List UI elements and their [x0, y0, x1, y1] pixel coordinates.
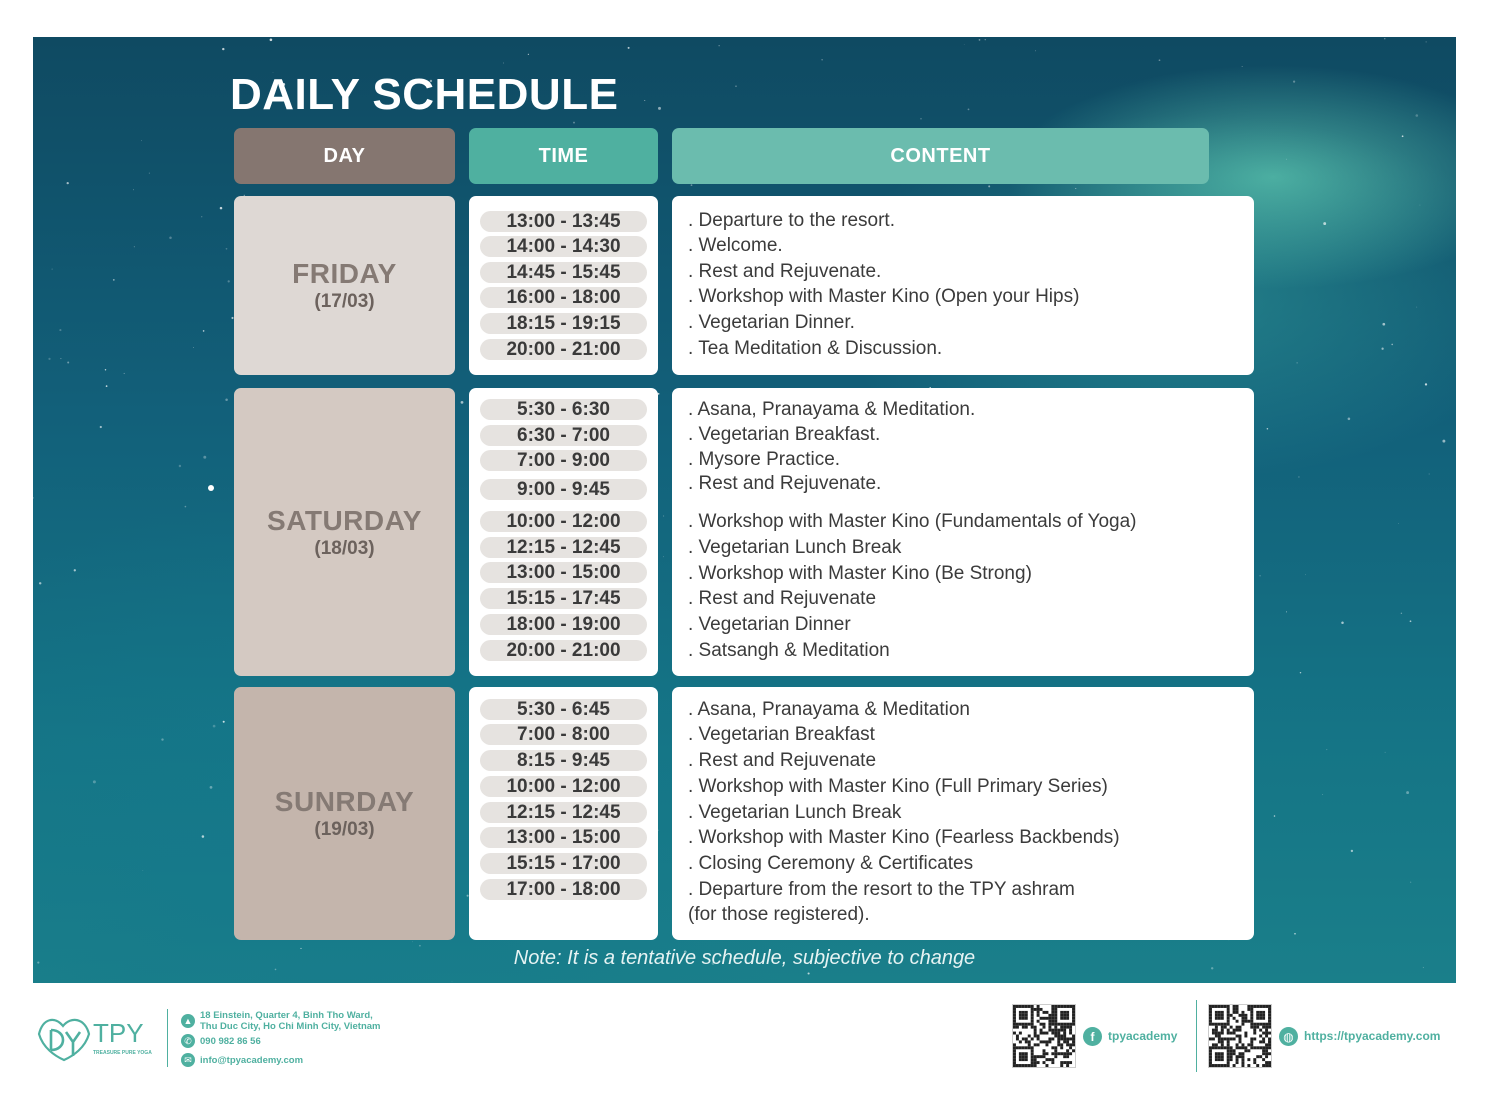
day-cell-friday	[234, 196, 455, 375]
website-url[interactable]: https://tpyacademy.com	[1304, 1029, 1441, 1043]
time-slot: 9:00 - 9:45	[480, 479, 647, 500]
page-title: DAILY SCHEDULE	[230, 70, 619, 119]
time-cell-friday	[469, 196, 658, 375]
location-icon: ▲	[181, 1014, 195, 1028]
qr-code-facebook	[1012, 1004, 1076, 1068]
time-slot: 8:15 - 9:45	[480, 750, 647, 771]
activity-item: . Workshop with Master Kino (Full Primary Series)	[688, 776, 1108, 797]
phone-icon: ✆	[181, 1034, 195, 1048]
content-cell-saturday	[672, 388, 1254, 676]
activity-item: . Workshop with Master Kino (Open your Hips)	[688, 286, 1080, 307]
activity-item: . Workshop with Master Kino (Be Strong)	[688, 563, 1032, 584]
activity-item: . Vegetarian Breakfast	[688, 724, 875, 745]
content-cell-friday	[672, 196, 1254, 375]
column-header-day: DAY	[234, 128, 455, 184]
lotus-logo-icon	[33, 1008, 158, 1066]
logo-tagline: TREASURE PURE YOGA	[93, 1050, 152, 1056]
activity-item: (for those registered).	[688, 904, 870, 925]
time-slot: 16:00 - 18:00	[480, 287, 647, 308]
time-slot: 5:30 - 6:45	[480, 699, 647, 720]
activity-item: . Vegetarian Breakfast.	[688, 424, 881, 445]
qr-code-website	[1208, 1004, 1272, 1068]
day-name: SATURDAY	[267, 504, 422, 536]
time-slot: 12:15 - 12:45	[480, 537, 647, 558]
mail-icon: ✉	[181, 1053, 195, 1067]
time-slot: 20:00 - 21:00	[480, 339, 647, 360]
footer-divider	[167, 1009, 168, 1067]
activity-item: . Vegetarian Lunch Break	[688, 802, 902, 823]
time-slot: 18:15 - 19:15	[480, 313, 647, 334]
activity-item: . Departure to the resort.	[688, 210, 895, 231]
address-line-1: 18 Einstein, Quarter 4, Binh Tho Ward,	[200, 1010, 373, 1021]
facebook-handle[interactable]: tpyacademy	[1108, 1029, 1178, 1043]
day-cell-sunday	[234, 687, 455, 940]
activity-item: . Rest and Rejuvenate.	[688, 261, 882, 282]
time-cell-saturday	[469, 388, 658, 676]
time-slot: 13:00 - 15:00	[480, 827, 647, 848]
time-slot: 12:15 - 12:45	[480, 802, 647, 823]
schedule-poster	[33, 37, 1456, 983]
activity-item: . Satsangh & Meditation	[688, 640, 890, 661]
activity-item: . Asana, Pranayama & Meditation.	[688, 399, 976, 420]
footer-divider-right	[1196, 1000, 1197, 1072]
activity-item: . Tea Meditation & Discussion.	[688, 338, 943, 359]
time-slot: 18:00 - 19:00	[480, 614, 647, 635]
activity-item: . Vegetarian Dinner	[688, 614, 851, 635]
activity-item: . Vegetarian Lunch Break	[688, 537, 902, 558]
time-cell-sunday	[469, 687, 658, 940]
footer	[0, 983, 1489, 1100]
time-slot: 6:30 - 7:00	[480, 425, 647, 446]
time-slot: 20:00 - 21:00	[480, 640, 647, 661]
activity-item: . Asana, Pranayama & Meditation	[688, 699, 970, 720]
day-date: (19/03)	[314, 819, 375, 840]
time-slot: 10:00 - 12:00	[480, 776, 647, 797]
activity-item: . Departure from the resort to the TPY ashram	[688, 879, 1075, 900]
activity-item: . Rest and Rejuvenate	[688, 588, 877, 609]
logo-text: TPY	[93, 1018, 144, 1048]
time-slot: 7:00 - 8:00	[480, 724, 647, 745]
time-slot: 13:00 - 15:00	[480, 562, 647, 583]
time-slot: 10:00 - 12:00	[480, 511, 647, 532]
activity-item: . Rest and Rejuvenate	[688, 750, 877, 771]
time-slot: 14:45 - 15:45	[480, 262, 647, 283]
column-header-time: TIME	[469, 128, 658, 184]
email-address[interactable]: info@tpyacademy.com	[200, 1055, 304, 1066]
globe-icon: ◍	[1279, 1027, 1298, 1046]
schedule-note: Note: It is a tentative schedule, subjective to change	[513, 947, 976, 969]
facebook-icon: f	[1083, 1027, 1102, 1046]
time-slot: 17:00 - 18:00	[480, 879, 647, 900]
column-header-content: CONTENT	[672, 128, 1209, 184]
day-date: (18/03)	[314, 537, 375, 559]
day-name: FRIDAY	[292, 258, 397, 289]
content-cell-sunday	[672, 687, 1254, 940]
time-slot: 15:15 - 17:00	[480, 853, 647, 874]
activity-item: . Closing Ceremony & Certificates	[688, 853, 974, 874]
activity-item: . Rest and Rejuvenate.	[688, 473, 882, 494]
tpy-logo	[33, 1008, 158, 1066]
time-slot: 13:00 - 13:45	[480, 211, 647, 232]
address-line-2: Thu Duc City, Ho Chi Minh City, Vietnam	[200, 1021, 381, 1032]
day-cell-saturday	[234, 388, 455, 676]
day-name: SUNRDAY	[274, 786, 415, 817]
time-slot: 14:00 - 14:30	[480, 236, 647, 257]
time-slot: 5:30 - 6:30	[480, 399, 647, 420]
activity-item: . Welcome.	[688, 235, 783, 256]
activity-item: . Mysore Practice.	[688, 449, 841, 470]
time-slot: 7:00 - 9:00	[480, 450, 647, 471]
day-date: (17/03)	[314, 291, 375, 312]
activity-item: . Vegetarian Dinner.	[688, 312, 855, 333]
phone-number: 090 982 86 56	[200, 1036, 261, 1047]
activity-item: . Workshop with Master Kino (Fearless Backbends)	[688, 827, 1120, 848]
time-slot: 15:15 - 17:45	[480, 588, 647, 609]
activity-item: . Workshop with Master Kino (Fundamentals of Yoga)	[688, 511, 1137, 532]
